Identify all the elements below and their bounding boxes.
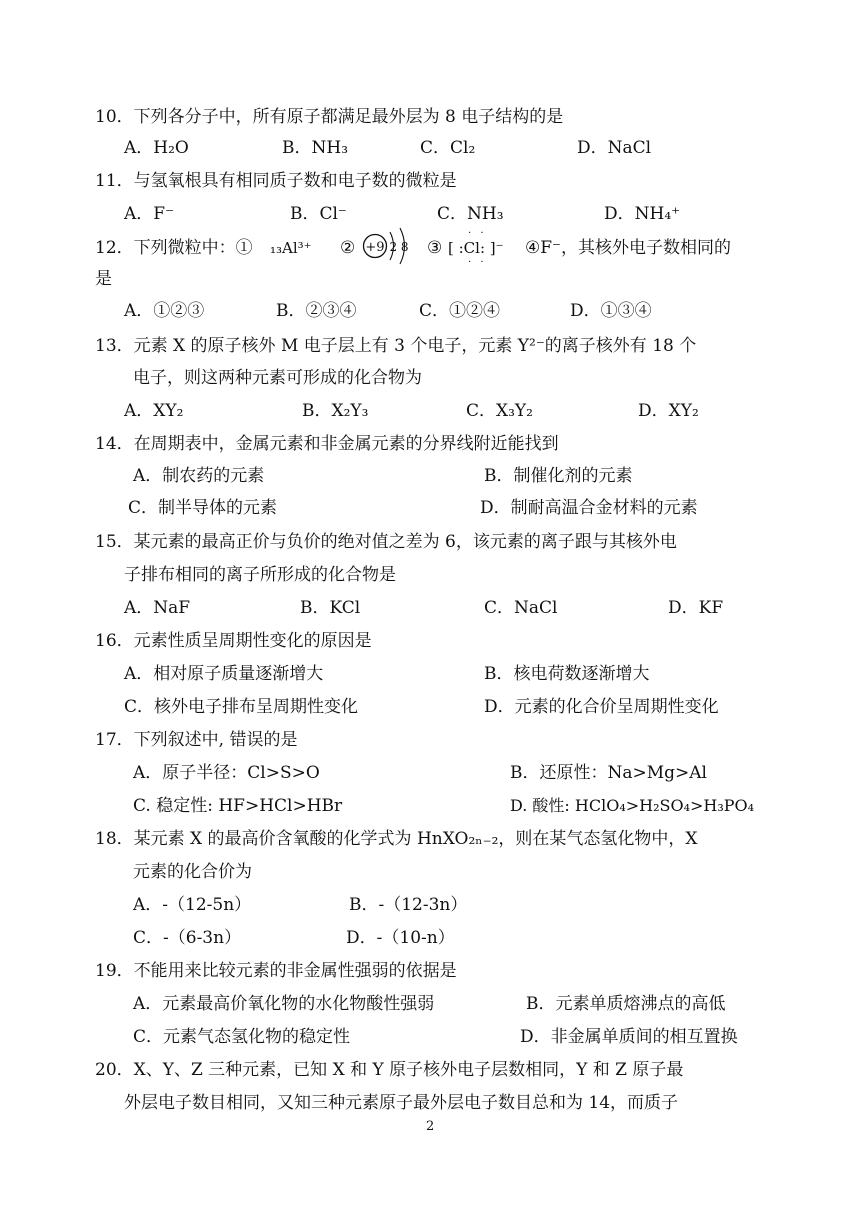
q14-option-a: A．制农药的元素	[133, 466, 265, 486]
q13-stem-line2: 电子，则这两种元素可形成的化合物为	[133, 368, 422, 388]
q12-stem-start: 12．下列微粒中：①	[95, 238, 253, 258]
q11-option-c: C．NH₃	[437, 204, 504, 224]
q12-num-2: ②	[340, 238, 356, 258]
shell-electron-counts: 2 8	[389, 240, 409, 254]
q17-stem: 17．下列叙述中, 错误的是	[95, 730, 298, 750]
q12-stem-end: 是	[95, 269, 112, 289]
q10-option-b: B．NH₃	[282, 138, 349, 158]
q11-option-d: D．NH₄⁺	[604, 204, 681, 224]
q13-option-b: B．X₂Y₃	[302, 401, 369, 421]
q20-stem-line1: 20．X、Y、Z 三种元素，已知 X 和 Y 原子核外电子层数相同，Y 和 Z 原子最	[95, 1060, 684, 1080]
q10-option-d: D．NaCl	[577, 138, 652, 158]
q12-option-a: A．①②③	[124, 301, 205, 321]
electron-dots-top: · ·	[468, 228, 487, 239]
q12-item-4: ④F⁻，其核外电子数相同的	[525, 238, 732, 258]
q15-stem-line2: 子排布相同的离子所形成的化合物是	[124, 565, 396, 585]
q13-option-c: C．X₃Y₂	[466, 401, 533, 421]
q18-option-d: D．-（10-n）	[346, 928, 455, 948]
q18-option-c: C．-（6-3n）	[133, 928, 242, 948]
q10-option-c: C．Cl₂	[420, 138, 476, 158]
q17-option-a: A．原子半径：Cl>S>O	[133, 763, 320, 783]
q12-option-b: B．②③④	[276, 301, 357, 321]
q13-stem-line1: 13．元素 X 的原子核外 M 电子层上有 3 个电子，元素 Y²⁻的离子核外有 18 个	[95, 336, 697, 356]
q16-option-d: D．元素的化合价呈周期性变化	[484, 697, 719, 717]
q15-option-a: A．NaF	[124, 598, 191, 618]
q11-stem: 11．与氢氧根具有相同质子数和电子数的微粒是	[95, 171, 457, 191]
q19-option-b: B．元素单质熔沸点的高低	[526, 994, 726, 1014]
fluorine-atom-structure-diagram	[360, 224, 420, 268]
q12-option-c: C．①②④	[419, 301, 501, 321]
q14-option-b: B．制催化剂的元素	[484, 466, 633, 486]
q19-option-d: D．非金属单质间的相互置换	[520, 1027, 738, 1047]
q18-option-a: A．-（12-5n）	[133, 895, 252, 915]
q18-option-b: B．-（12-3n）	[349, 895, 468, 915]
q17-option-b: B．还原性：Na>Mg>Al	[510, 763, 707, 783]
q16-option-b: B．核电荷数逐渐增大	[484, 664, 650, 684]
q11-option-a: A．F⁻	[124, 204, 175, 224]
q20-stem-line2: 外层电子数目相同，又知三种元素原子最外层电子数目总和为 14，而质子	[124, 1093, 679, 1113]
q14-stem: 14．在周期表中，金属元素和非金属元素的分界线附近能找到	[95, 434, 559, 454]
q11-option-b: B．Cl⁻	[290, 204, 347, 224]
q12-option-d: D．①③④	[570, 301, 652, 321]
q19-stem: 19．不能用来比较元素的非金属性强弱的依据是	[95, 961, 457, 981]
q10-option-a: A．H₂O	[124, 138, 189, 158]
q15-option-d: D．KF	[668, 598, 724, 618]
q18-stem-line1: 18．某元素 X 的最高价含氧酸的化学式为 HnXO₂ₙ₋₂，则在某气态氢化物中，X	[95, 829, 698, 849]
q16-option-c: C．核外电子排布呈周期性变化	[124, 697, 359, 717]
q19-option-a: A．元素最高价氧化物的水化物酸性强弱	[133, 994, 435, 1014]
q10-stem: 10．下列各分子中，所有原子都满足最外层为 8 电子结构的是	[95, 107, 564, 127]
q12-num-3: ③	[427, 238, 443, 258]
q15-option-c: C．NaCl	[484, 598, 558, 618]
q14-option-d: D．制耐高温合金材料的元素	[480, 498, 698, 518]
q13-option-a: A．XY₂	[124, 401, 184, 421]
q12-item-1: ₁₃Al³⁺	[270, 239, 312, 257]
q16-stem: 16．元素性质呈周期性变化的原因是	[95, 631, 372, 651]
q13-option-d: D．XY₂	[638, 401, 699, 421]
nucleus-charge: +9	[365, 240, 385, 255]
q12-chloride-electron-dot: [ :Cl: ]⁻	[448, 239, 504, 257]
page-number: 2	[426, 1119, 435, 1134]
q18-stem-line2: 元素的化合价为	[133, 862, 252, 882]
q19-option-c: C．元素气态氢化物的稳定性	[133, 1027, 351, 1047]
q17-option-d: D. 酸性: HClO₄>H₂SO₄>H₃PO₄	[510, 796, 755, 815]
q14-option-c: C．制半导体的元素	[128, 498, 278, 518]
q15-option-b: B．KCl	[300, 598, 361, 618]
q16-option-a: A．相对原子质量逐渐增大	[124, 664, 324, 684]
q15-stem-line1: 15．某元素的最高正价与负价的绝对值之差为 6，该元素的离子跟与其核外电	[95, 532, 677, 552]
q17-option-c: C. 稳定性: HF>HCl>HBr	[133, 796, 343, 816]
electron-dots-bottom: · ·	[468, 257, 487, 268]
